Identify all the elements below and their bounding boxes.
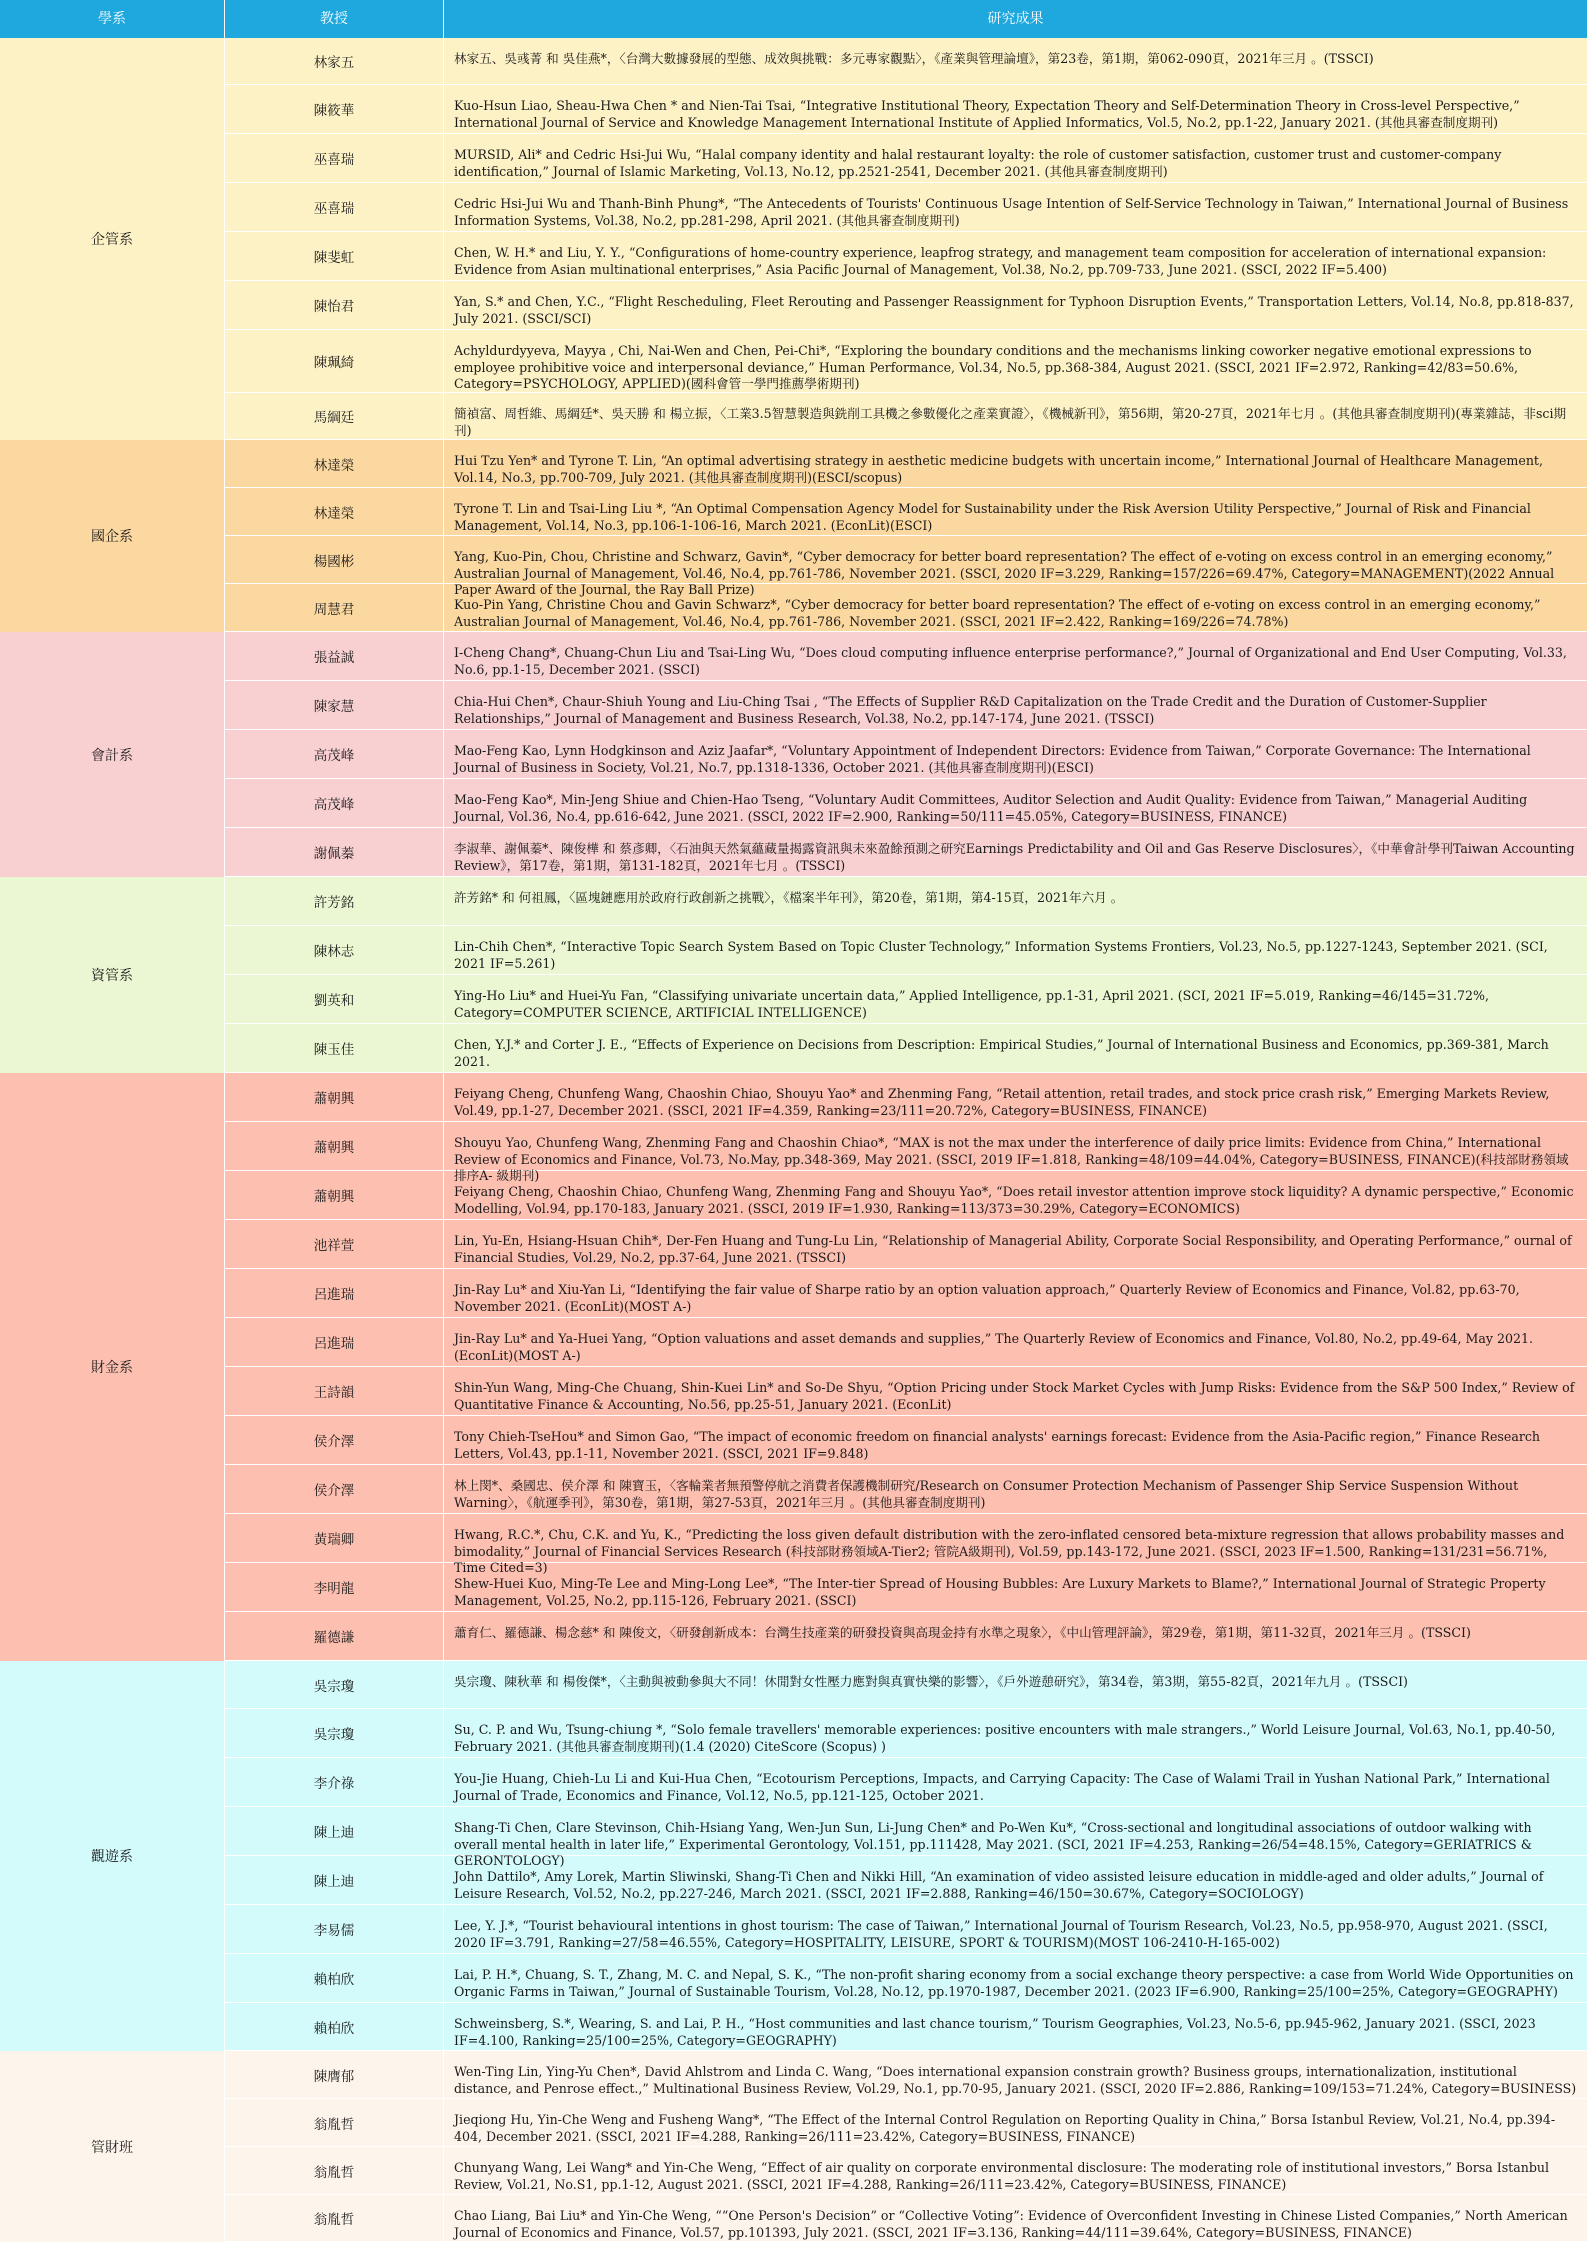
research-citation: Shin-Yun Wang, Ming-Che Chuang, Shin-Kuei Lin* and So-De Shyu, “Option Pricing under Stock Market Cycles with Jump Risks: Evidence from the S&P 500 Index,” Review of Quantitative Finance & Accounting, No.56, pp.25-51, January 2021. (EconLit) <box>454 1380 1575 1412</box>
table-row <box>225 1073 1587 1122</box>
research-citation: Wen-Ting Lin, Ying-Yu Chen*, David Ahlstrom and Linda C. Wang, “Does international expansion constrain growth? Business groups, internationalization, institutional distance, and Penrose effect.,” Multinational Business Review, Vol.29, No.1, pp.70-95, January 2021. (SSCI, 2020 IF=2.886, Ranking=109/153=71.24%, Category=BUSINESS) <box>454 2064 1577 2096</box>
table-row <box>225 1220 1587 1269</box>
research-citation: Jieqiong Hu, Yin-Che Weng and Fusheng Wang*, “The Effect of the Internal Control Regulation on Reporting Quality in China,” Borsa Istanbul Review, Vol.21, No.4, pp.394-404, December 2021. (SSCI, 2021 IF=4.288, Ranking=26/111=23.42%, Category=BUSINESS, FINANCE) <box>454 2112 1556 2144</box>
research-citation: Chao Liang, Bai Liu* and Yin-Che Weng, ““One Person's Decision” or “Collective Voting”: Evidence of Overconfident Investing in Chinese Listed Companies,” North American Journal of Economics and Finance, Vol.57, pp.101393, July 2021. (SSCI, 2021 IF=3.136, Ranking=44/111=39.64%, Category=BUSINESS, FINANCE) <box>454 2208 1568 2240</box>
professor-name: 周慧君 <box>225 584 444 631</box>
professor-name: 蕭朝興 <box>225 1073 444 1121</box>
table-row <box>225 1905 1587 1954</box>
table-row <box>225 1856 1587 1905</box>
research-citation: Tony Chieh-TseHou* and Simon Gao, “The impact of economic freedom on financial analysts' earnings forecast: Evidence from the Asia-Pacific region,” Finance Research Letters, Vol.43, pp.1-11, November 2021. (SSCI, 2021 IF=9.848) <box>454 1429 1541 1461</box>
research-citation: Tyrone T. Lin and Tsai-Ling Liu *, “An Optimal Compensation Agency Model for Sustainability under the Risk Aversion Utility Perspective,” Journal of Risk and Financial Management, Vol.14, No.3, pp.106-1-106-16, March 2021. (EconLit)(ESCI) <box>454 501 1531 533</box>
professor-name: 謝佩蓁 <box>225 828 444 876</box>
professor-name: 陳珮綺 <box>225 330 444 392</box>
department-name: 財金系 <box>0 1073 225 1661</box>
table-row <box>225 1024 1587 1073</box>
table-row <box>225 281 1587 330</box>
professor-name: 陳怡君 <box>225 281 444 329</box>
professor-name: 吳宗瓊 <box>225 1661 444 1708</box>
professor-name: 楊國彬 <box>225 536 444 583</box>
research-citation: Chunyang Wang, Lei Wang* and Yin-Che Weng, “Effect of air quality on corporate environmental disclosure: The moderating role of institutional investors,” Borsa Istanbul Review, Vol.21, No.S1, pp.1-12, August 2021. (SSCI, 2021 IF=4.288, Ranking=26/111=23.42%, Category=BUSINESS, FINANCE) <box>454 2160 1550 2192</box>
professor-name: 林達榮 <box>225 440 444 487</box>
department-name: 資管系 <box>0 877 225 1073</box>
professor-name: 蕭朝興 <box>225 1122 444 1170</box>
professor-name: 陳上迪 <box>225 1856 444 1904</box>
professor-name: 陳玉佳 <box>225 1024 444 1072</box>
table-row <box>225 926 1587 975</box>
department-group <box>0 1073 1587 1661</box>
department-group <box>0 440 1587 632</box>
table-row <box>225 488 1587 536</box>
table-row <box>225 1807 1587 1868</box>
professor-name: 馬綱廷 <box>225 393 444 439</box>
table-row <box>225 975 1587 1024</box>
department-group <box>0 877 1587 1073</box>
header-professor: 教授 <box>225 0 444 38</box>
professor-name: 陳斐虹 <box>225 232 444 280</box>
research-citation: Feiyang Cheng, Chunfeng Wang, Chaoshin Chiao, Shouyu Yao* and Zhenming Fang, “Retail attention, retail trades, and stock price crash risk,” Emerging Markets Review, Vol.49, pp.1-27, December 2021. (SSCI, 2021 IF=4.359, Ranking=23/111=20.72%, Category=BUSINESS, FINANCE) <box>454 1086 1550 1118</box>
professor-name: 侯介澤 <box>225 1416 444 1464</box>
research-citation: Schweinsberg, S.*, Wearing, S. and Lai, P. H., “Host communities and last chance tourism,” Tourism Geographies, Vol.23, No.5-6, pp.945-962, January 2021. (SSCI, 2023 IF=4.100, Ranking=25/100=25%, Category=GEOGRAPHY) <box>454 2016 1536 2048</box>
header-department: 學系 <box>0 0 225 38</box>
research-citation: Lin, Yu-En, Hsiang-Hsuan Chih*, Der-Fen Huang and Tung-Lu Lin, “Relationship of Managerial Ability, Corporate Social Responsibility, and Operating Performance,” ournal of Financial Studies, Vol.29, No.2, pp.37-64, June 2021. (TSSCI) <box>454 1233 1572 1265</box>
professor-name: 翁胤哲 <box>225 2147 444 2194</box>
research-citation: 簡禎富、周哲維、馬綱廷*、吳天勝 和 楊立振，〈工業3.5智慧製造與銑削工具機之參數優化之產業實證〉，《機械新刊》，第56期，第20-27頁，2021年七月 。(其他具審查制度期刊)(專業雜誌，非sci期刊) <box>454 406 1567 438</box>
research-citation: Shouyu Yao, Chunfeng Wang, Zhenming Fang and Chaoshin Chiao*, “MAX is not the max under the interference of daily price limits: Evidence from China,” International Review of Economics and Finance, Vol.73, No.May, pp.348-369, May 2021. (SSCI, 2019 IF=1.818, Ranking=48/109=44.04%, Category=BUSINESS, FINANCE)(科技部財務領域排序A- 級期刊) <box>454 1135 1569 1183</box>
table-row <box>225 2099 1587 2147</box>
research-citation: Su, C. P. and Wu, Tsung-chiung *, “Solo female travellers' memorable experiences: positive encounters with male strangers.,” World Leisure Journal, Vol.63, No.1, pp.40-50, February 2021. (其他具審查制度期刊)(1.4 (2020) CiteScore (Scopus) ) <box>454 1722 1556 1754</box>
department-name: 會計系 <box>0 632 225 877</box>
professor-name: 翁胤哲 <box>225 2195 444 2241</box>
table-row <box>225 393 1587 440</box>
research-citation: Kuo-Pin Yang, Christine Chou and Gavin Schwarz*, “Cyber democracy for better board representation? The effect of e-voting on excess control in an emerging economy,” Australian Journal of Management, Vol.46, No.4, pp.761-786, November 2021. (SSCI, 2021 IF=2.422, Ranking=169/226=74.78%) <box>454 597 1541 629</box>
professor-name: 巫喜瑞 <box>225 134 444 182</box>
table-row <box>225 1661 1587 1709</box>
research-citation: Ying-Ho Liu* and Huei-Yu Fan, “Classifying univariate uncertain data,” Applied Intelligence, pp.1-31, April 2021. (SCI, 2021 IF=5.019, Ranking=46/145=31.72%, Category=COMPUTER SCIENCE, ARTIFICIAL INTELLIGENCE) <box>454 988 1489 1020</box>
table-row <box>225 1563 1587 1612</box>
professor-name: 陳林志 <box>225 926 444 974</box>
research-citation: Lin-Chih Chen*, “Interactive Topic Search System Based on Topic Cluster Technology,” Information Systems Frontiers, Vol.23, No.5, pp.1227-1243, September 2021. (SCI, 2021 IF=5.261) <box>454 939 1548 971</box>
professor-name: 黃瑞卿 <box>225 1514 444 1562</box>
department-name: 觀遊系 <box>0 1661 225 2051</box>
research-citation: Shew-Huei Kuo, Ming-Te Lee and Ming-Long Lee*, “The Inter-tier Spread of Housing Bubbles: Are Luxury Markets to Blame?,” International Journal of Strategic Property Management, Vol.25, No.2, pp.115-126, February 2021. (SSCI) <box>454 1576 1546 1608</box>
research-citation: Feiyang Cheng, Chaoshin Chiao, Chunfeng Wang, Zhenming Fang and Shouyu Yao*, “Does retail investor attention improve stock liquidity? A dynamic perspective,” Economic Modelling, Vol.94, pp.170-183, January 2021. (SSCI, 2019 IF=1.930, Ranking=113/373=30.29%, Category=ECONOMICS) <box>454 1184 1574 1216</box>
professor-name: 翁胤哲 <box>225 2099 444 2146</box>
research-citation: Chen, W. H.* and Liu, Y. Y., “Configurations of home-country experience, leapfrog strategy, and management team composition for acceleration of international expansion: Evidence from Asian multinational enterprises,” Asia Pacific Journal of Management, Vol.38, No.2, pp.709-733, June 2021. (SSCI, 2022 IF=5.400) <box>454 245 1547 277</box>
table-row <box>225 877 1587 926</box>
professor-name: 賴柏欣 <box>225 2003 444 2050</box>
table-row <box>225 1758 1587 1807</box>
professor-name: 劉英和 <box>225 975 444 1023</box>
table-row <box>225 2147 1587 2195</box>
research-citation: Chen, Y.J.* and Corter J. E., “Effects of Experience on Decisions from Description: Empirical Studies,” Journal of International Business and Economics, pp.369-381, March 2021. <box>454 1037 1549 1069</box>
table-row <box>225 38 1587 85</box>
department-group <box>0 632 1587 877</box>
table-row <box>225 1367 1587 1416</box>
research-citation: Hui Tzu Yen* and Tyrone T. Lin, “An optimal advertising strategy in aesthetic medicine budgets with uncertain income,” International Journal of Healthcare Management, Vol.14, No.3, pp.700-709, July 2021. (其他具審查制度期刊)(ESCI/scopus) <box>454 453 1543 485</box>
research-citation: 吳宗瓊、陳秋華 和 楊俊傑*，〈主動與被動參與大不同！休閒對女性壓力應對與真實快樂的影響〉，《戶外遊憩研究》，第34卷，第3期，第55-82頁，2021年九月 。(TSSCI) <box>454 1674 1408 1689</box>
table-row <box>225 134 1587 183</box>
professor-name: 吳宗瓊 <box>225 1709 444 1757</box>
table-row <box>225 1514 1587 1575</box>
professor-name: 陳筱華 <box>225 85 444 133</box>
research-citation: 蕭育仁、羅德謙、楊念慈* 和 陳俊文，〈研發創新成本：台灣生技產業的研發投資與高現金持有水準之現象〉，《中山管理評論》，第29卷，第1期，第11-32頁，2021年三月 。(TSSCI) <box>454 1625 1471 1640</box>
professor-name: 蕭朝興 <box>225 1171 444 1219</box>
research-citation: Jin-Ray Lu* and Ya-Huei Yang, “Option valuations and asset demands and supplies,” The Quarterly Review of Economics and Finance, Vol.80, No.2, pp.49-64, May 2021. (EconLit)(MOST A-) <box>454 1331 1534 1363</box>
professor-name: 陳家慧 <box>225 681 444 729</box>
table-row <box>225 1171 1587 1220</box>
table-row <box>225 232 1587 281</box>
research-citation: Shang-Ti Chen, Clare Stevinson, Chih-Hsiang Yang, Wen-Jun Sun, Li-Jung Chen* and Po-Wen Ku*, “Cross-sectional and longitudinal associations of outdoor walking with overall mental health in later life,” Experimental Gerontology, Vol.151, pp.111428, May 2021. (SCI, 2021 IF=4.253, Ranking=26/54=48.15%, Category=GERIATRICS & GERONTOLOGY) <box>454 1820 1532 1868</box>
professor-name: 陳膺郁 <box>225 2051 444 2098</box>
table-row <box>225 2003 1587 2051</box>
table-row <box>225 536 1587 597</box>
table-row <box>225 632 1587 681</box>
research-citation: Yan, S.* and Chen, Y.C., “Flight Rescheduling, Fleet Rerouting and Passenger Reassignment for Typhoon Disruption Events,” Transportation Letters, Vol.14, No.8, pp.818-837, July 2021. (SSCI/SCI) <box>454 294 1574 326</box>
header-results: 研究成果 <box>987 11 1044 27</box>
table-header <box>0 0 1587 38</box>
research-citation: 李淑華、謝佩蓁*、陳俊樺 和 蔡彥卿，〈石油與天然氣蘊藏量揭露資訊與未來盈餘預測之研究Earnings Predictability and Oil and Gas Reserve Disclosures〉，《中華會計學刊Taiwan Accounting Review》，第17卷，第1期，第131-182頁，2021年七月 。(TSSCI) <box>454 841 1575 873</box>
professor-name: 張益誠 <box>225 632 444 680</box>
research-citation: I-Cheng Chang*, Chuang-Chun Liu and Tsai-Ling Wu, “Does cloud computing influence enterprise performance?,” Journal of Organizational and End User Computing, Vol.33, No.6, pp.1-15, December 2021. (SSCI) <box>454 645 1567 677</box>
research-citation: 林家五、吳彧菁 和 吳佳燕*，〈台灣大數據發展的型態、成效與挑戰：多元專家觀點〉，《產業與管理論壇》，第23卷，第1期，第062-090頁，2021年三月 。(TSSCI) <box>454 51 1374 66</box>
professor-name: 許芳銘 <box>225 877 444 925</box>
table-row <box>225 330 1587 393</box>
table-row <box>225 85 1587 134</box>
research-citation: Hwang, R.C.*, Chu, C.K. and Yu, K., “Predicting the loss given default distribution with the zero-inflated censored beta-mixture regression that allows probability masses and bimodality,” Journal of Financial Services Research (科技部財務領域A-Tier2; 管院A級期刊), Vol.59, pp.143-172, June 2021. (SSCI, 2023 IF=1.500, Ranking=131/231=56.71%, Time Cited=3) <box>454 1527 1565 1575</box>
table-row <box>225 2195 1587 2242</box>
professor-name: 巫喜瑞 <box>225 183 444 231</box>
department-group <box>0 38 1587 440</box>
research-citation: Cedric Hsi-Jui Wu and Thanh-Binh Phung*, “The Antecedents of Tourists' Continuous Usage Intention of Self-Service Technology in Taiwan,” International Journal of Business Information Systems, Vol.38, No.2, pp.281-298, April 2021. (其他具審查制度期刊) <box>454 196 1569 228</box>
table-row <box>225 1318 1587 1367</box>
professor-name: 高茂峰 <box>225 779 444 827</box>
professor-name: 侯介澤 <box>225 1465 444 1513</box>
research-citation: Mao-Feng Kao*, Min-Jeng Shiue and Chien-Hao Tseng, “Voluntary Audit Committees, Auditor Selection and Audit Quality: Evidence from Taiwan,” Managerial Auditing Journal, Vol.36, No.4, pp.616-642, June 2021. (SSCI, 2022 IF=2.900, Ranking=50/111=45.05%, Category=BUSINESS, FINANCE) <box>454 792 1528 824</box>
table-row <box>225 440 1587 488</box>
professor-name: 羅德謙 <box>225 1612 444 1660</box>
department-group <box>0 2051 1587 2242</box>
professor-name: 池祥萱 <box>225 1220 444 1268</box>
research-citation: MURSID, Ali* and Cedric Hsi-Jui Wu, “Halal company identity and halal restaurant loyalty: the role of customer satisfaction, customer trust and customer-company identification,” Journal of Islamic Marketing, Vol.13, No.12, pp.2521-2541, December 2021. (其他具審查制度期刊) <box>454 147 1502 179</box>
table-row <box>225 1416 1587 1465</box>
research-citation: John Dattilo*, Amy Lorek, Martin Sliwinski, Shang-Ti Chen and Nikki Hill, “An examination of video assisted leisure education in middle-aged and older adults,” Journal of Leisure Research, Vol.52, No.2, pp.227-246, March 2021. (SSCI, 2021 IF=2.888, Ranking=46/150=30.67%, Category=SOCIOLOGY) <box>454 1869 1544 1901</box>
professor-name: 李介祿 <box>225 1758 444 1806</box>
research-citation: Lee, Y. J.*, “Tourist behavioural intentions in ghost tourism: The case of Taiwan,” International Journal of Tourism Research, Vol.23, No.5, pp.958-970, August 2021. (SSCI, 2020 IF=3.791, Ranking=27/58=46.55%, Category=HOSPITALITY, LEISURE, SPORT & TOURISM)(MOST 106-2410-H-165-002) <box>454 1918 1548 1950</box>
table-row <box>225 828 1587 877</box>
department-name: 國企系 <box>0 440 225 632</box>
department-name: 管財班 <box>0 2051 225 2242</box>
table-row <box>225 1269 1587 1318</box>
table-row <box>225 2051 1587 2099</box>
department-name: 企管系 <box>0 38 225 440</box>
research-citation: Chia-Hui Chen*, Chaur-Shiuh Young and Liu-Ching Tsai , “The Effects of Supplier R&D Capitalization on the Trade Credit and the Duration of Customer-Supplier Relationships,” Journal of Management and Business Research, Vol.38, No.2, pp.147-174, June 2021. (TSSCI) <box>454 694 1487 726</box>
table-row <box>225 681 1587 730</box>
professor-name: 李明龍 <box>225 1563 444 1611</box>
table-row <box>225 779 1587 828</box>
professor-name: 王詩韻 <box>225 1367 444 1415</box>
table-row <box>225 1122 1587 1183</box>
professor-name: 呂進瑞 <box>225 1318 444 1366</box>
department-group <box>0 1661 1587 2051</box>
research-citation: Lai, P. H.*, Chuang, S. T., Zhang, M. C. and Nepal, S. K., “The non-profit sharing economy from a social exchange theory perspective: a case from World Wide Opportunities on Organic Farms in Taiwan,” Journal of Sustainable Tourism, Vol.28, No.12, pp.1970-1987, December 2021. (2023 IF=6.900, Ranking=25/100=25%, Category=GEOGRAPHY) <box>454 1967 1574 1999</box>
professor-name: 呂進瑞 <box>225 1269 444 1317</box>
professor-name: 賴柏欣 <box>225 1954 444 2002</box>
table-row <box>225 1709 1587 1758</box>
table-row <box>225 1465 1587 1514</box>
professor-name: 李易儒 <box>225 1905 444 1953</box>
research-citation: Jin-Ray Lu* and Xiu-Yan Li, “Identifying the fair value of Sharpe ratio by an option valuation approach,” Quarterly Review of Economics and Finance, Vol.82, pp.63-70, November 2021. (EconLit)(MOST A-) <box>454 1282 1520 1314</box>
research-citation: Kuo-Hsun Liao, Sheau-Hwa Chen * and Nien-Tai Tsai, “Integrative Institutional Theory, Expectation Theory and Self-Determination Theory in Cross-level Perspective,” International Journal of Service and Knowledge Management International Institute of Applied Informatics, Vol.5, No.2, pp.1-22, January 2021. (其他具審查制度期刊) <box>454 98 1520 130</box>
professor-name: 陳上迪 <box>225 1807 444 1855</box>
professor-name: 林家五 <box>225 38 444 84</box>
research-citation: 許芳銘* 和 何祖鳳，〈區塊鏈應用於政府行政創新之挑戰〉，《檔案半年刊》，第20卷，第1期，第4-15頁，2021年六月 。 <box>454 890 1124 905</box>
table-row <box>225 584 1587 632</box>
research-citation: Achyldurdyyeva, Mayya , Chi, Nai-Wen and Chen, Pei-Chi*, “Exploring the boundary conditions and the mechanisms linking coworker negative emotional expressions to employee prohibitive voice and interpersonal deviance,” Human Performance, Vol.34, No.5, pp.368-384, August 2021. (SSCI, 2021 IF=2.972, Ranking=42/83=50.6%, Category=PSYCHOLOGY, APPLIED)(國科會管一學門推薦學術期刊) <box>454 343 1532 391</box>
research-citation: 林上閔*、桑國忠、侯介澤 和 陳寶玉，〈客輪業者無預警停航之消費者保護機制研究/Research on Consumer Protection Mechanism of Passenger Ship Service Suspension Without Warning〉，《航運季刊》，第30卷，第1期，第27-53頁，2021年三月 。(其他具審查制度期刊) <box>454 1478 1519 1510</box>
table-row <box>225 1954 1587 2003</box>
table-row <box>225 183 1587 232</box>
table-row <box>225 1612 1587 1661</box>
table-row <box>225 730 1587 779</box>
research-citation: Yang, Kuo-Pin, Chou, Christine and Schwarz, Gavin*, “Cyber democracy for better board representation? The effect of e-voting on excess control in an emerging economy,” Australian Journal of Management, Vol.46, No.4, pp.761-786, November 2021. (SSCI, 2020 IF=3.229, Ranking=157/226=69.47%, Category=MANAGEMENT)(2022 Annual Paper Award of the Journal, the Ray Ball Prize) <box>454 549 1555 597</box>
professor-name: 林達榮 <box>225 488 444 535</box>
research-citation: You-Jie Huang, Chieh-Lu Li and Kui-Hua Chen, “Ecotourism Perceptions, Impacts, and Carrying Capacity: The Case of Walami Trail in Yushan National Park,” International Journal of Trade, Economics and Finance, Vol.12, No.5, pp.121-125, October 2021. <box>454 1771 1550 1803</box>
research-citation: Mao-Feng Kao, Lynn Hodgkinson and Aziz Jaafar*, “Voluntary Appointment of Independent Directors: Evidence from Taiwan,” Corporate Governance: The International Journal of Business in Society, Vol.21, No.7, pp.1318-1336, October 2021. (其他具審查制度期刊)(ESCI) <box>454 743 1531 775</box>
professor-name: 高茂峰 <box>225 730 444 778</box>
